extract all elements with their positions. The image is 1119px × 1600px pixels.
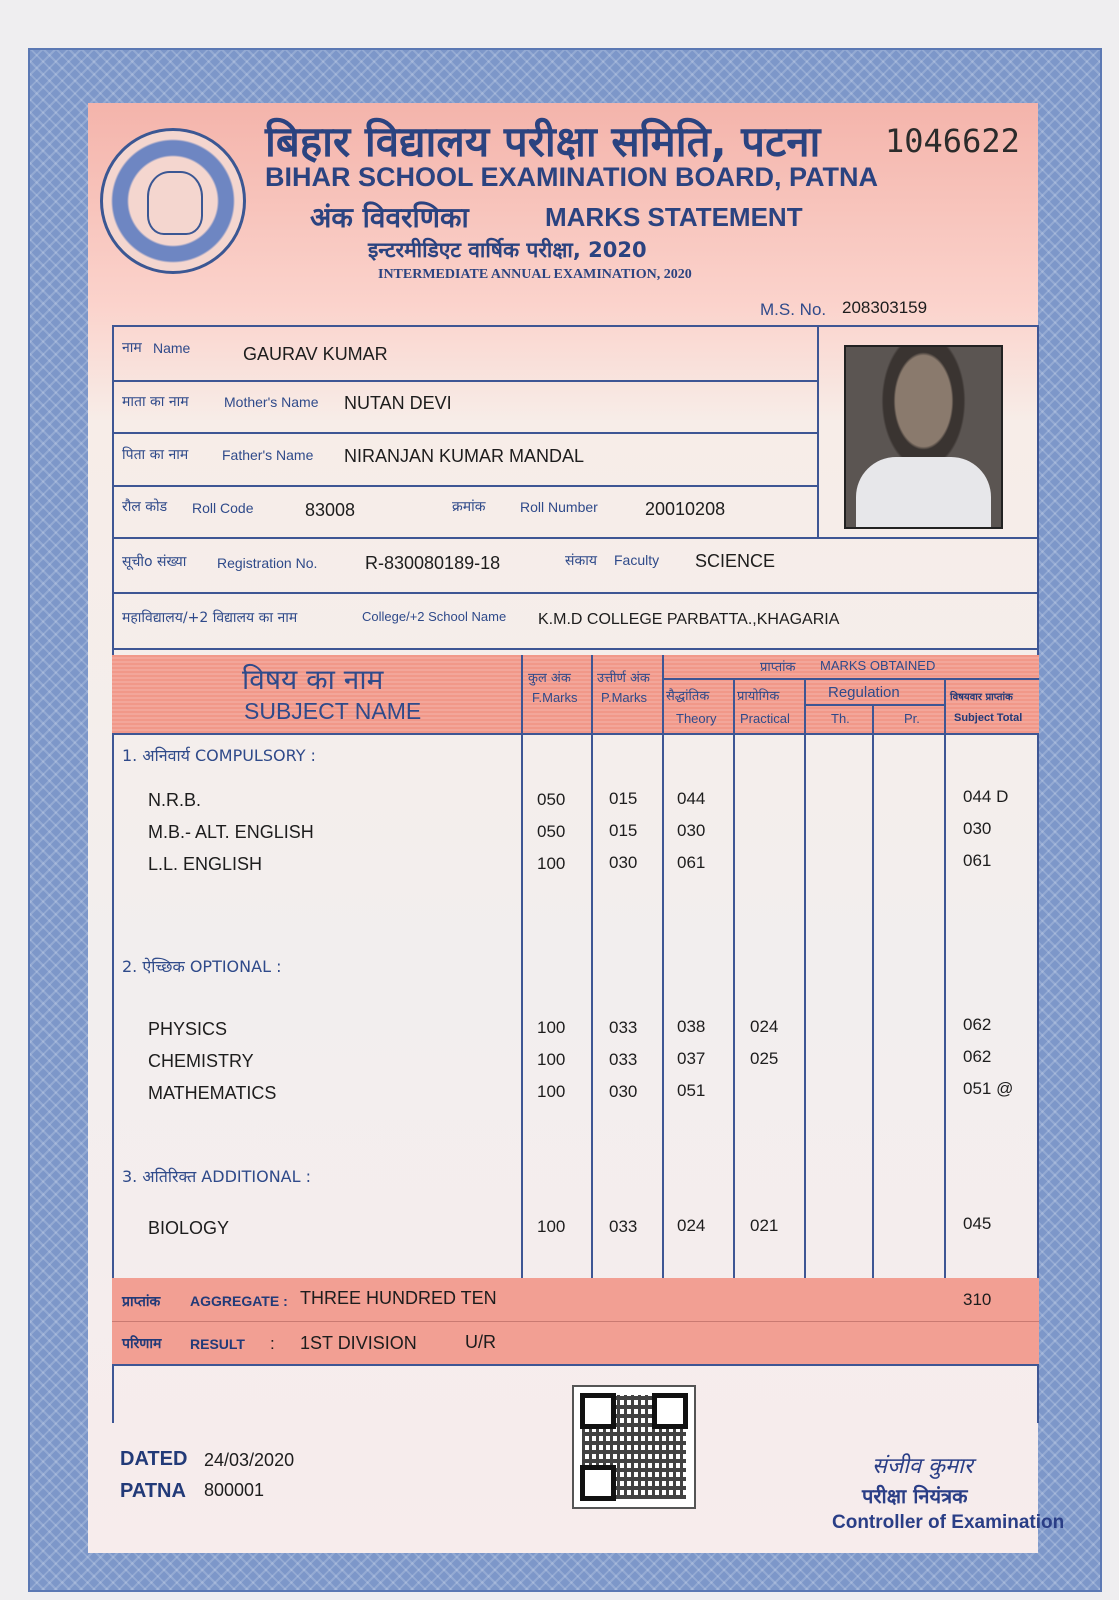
aggregate-label-hindi: प्राप्तांक (122, 1294, 161, 1310)
full-marks-header: F.Marks (532, 690, 578, 705)
subject-name: M.B.- ALT. ENGLISH (148, 822, 314, 842)
pass-marks: 033 (609, 1050, 638, 1069)
pass-marks-header: P.Marks (601, 690, 647, 705)
section-additional-label: 3. अतिरिक्त ADDITIONAL : (122, 1167, 312, 1186)
full-marks: 100 (537, 1082, 566, 1101)
roll-number-label: Roll Number (520, 499, 598, 515)
theory-marks: 030 (677, 821, 706, 840)
practical-marks: 024 (750, 1017, 779, 1036)
pass-marks-header-hindi: उत्तीर्ण अंक (597, 671, 650, 686)
subject-total: 030 (963, 819, 992, 838)
registration-value: R-830080189-18 (365, 553, 501, 573)
qr-code (572, 1385, 696, 1509)
exam-hindi: इन्टरमीडिएट वार्षिक परीक्षा, 2020 (368, 238, 647, 262)
subject-name: PHYSICS (148, 1019, 228, 1039)
practical-marks: 025 (750, 1049, 779, 1068)
theory-header: Theory (676, 711, 717, 726)
practical-header: Practical (740, 711, 790, 726)
roll-code-label: Roll Code (192, 500, 254, 516)
roll-code-label-hindi: रौल कोड (122, 499, 168, 515)
mother-label-hindi: माता का नाम (122, 394, 189, 410)
aggregate-label: AGGREGATE : (190, 1293, 288, 1309)
full-marks: 050 (537, 790, 566, 809)
result-division: 1ST DIVISION (300, 1333, 417, 1353)
marks-obtained-header-hindi: प्राप्तांक (760, 660, 796, 675)
subject-name: BIOLOGY (148, 1218, 230, 1238)
subject-total: 062 (963, 1047, 992, 1066)
place-label: PATNA (120, 1480, 186, 1502)
result-label-hindi: परिणाम (122, 1336, 162, 1352)
full-marks: 100 (537, 1050, 566, 1069)
statement-english: MARKS STATEMENT (545, 202, 803, 232)
college-value: K.M.D COLLEGE PARBATTA.,KHAGARIA (538, 611, 840, 628)
theory-marks: 044 (677, 789, 706, 808)
practical-marks: 021 (750, 1216, 779, 1235)
marks-obtained-header: MARKS OBTAINED (820, 658, 936, 673)
name-label-hindi: नाम (122, 340, 142, 356)
college-label-hindi: महाविद्यालय/+2 विद्यालय का नाम (122, 610, 298, 626)
name-label: Name (153, 340, 191, 356)
pass-marks: 033 (609, 1018, 638, 1037)
result-separator: : (270, 1334, 275, 1353)
faculty-label: Faculty (614, 552, 660, 568)
pass-marks: 033 (609, 1217, 638, 1236)
roll-number-value: 20010208 (645, 499, 726, 519)
board-seal-icon (100, 128, 246, 274)
subject-name: N.R.B. (148, 790, 202, 810)
subject-total: 045 (963, 1214, 992, 1233)
roll-code-value: 83008 (305, 500, 356, 520)
ms-no-label: M.S. No. (760, 300, 827, 319)
faculty-label-hindi: संकाय (565, 553, 597, 569)
practical-header-hindi: प्रायोगिक (737, 689, 780, 704)
result-label: RESULT (190, 1336, 245, 1352)
subject-name: L.L. ENGLISH (148, 854, 263, 874)
place-pin: 800001 (204, 1480, 265, 1500)
college-label: College/+2 School Name (362, 609, 507, 624)
full-marks: 100 (537, 1018, 566, 1037)
subject-total-header: Subject Total (954, 712, 1023, 724)
pass-marks: 015 (609, 789, 638, 808)
registration-label-hindi: सूचीo संख्या (122, 554, 187, 570)
ms-no-value: 208303159 (842, 298, 928, 317)
student-photo (844, 345, 1003, 529)
aggregate-words: THREE HUNDRED TEN (300, 1288, 497, 1308)
full-marks: 100 (537, 854, 566, 873)
controller-english: Controller of Examination (832, 1512, 1065, 1533)
board-english-title: BIHAR SCHOOL EXAMINATION BOARD, PATNA (265, 162, 878, 192)
regulation-header: Regulation (828, 684, 900, 701)
pass-marks: 030 (609, 853, 638, 872)
board-hindi-title: बिहार विद्यालय परीक्षा समिति, पटना (265, 117, 821, 166)
subject-total: 062 (963, 1015, 992, 1034)
father-label: Father's Name (222, 447, 314, 463)
full-marks: 050 (537, 822, 566, 841)
subject-header: SUBJECT NAME (244, 698, 422, 724)
subject-name: CHEMISTRY (148, 1051, 254, 1071)
father-label-hindi: पिता का नाम (122, 447, 189, 463)
dated-label: DATED (120, 1448, 188, 1470)
full-marks: 100 (537, 1217, 566, 1236)
theory-marks: 038 (677, 1017, 706, 1036)
theory-marks: 037 (677, 1049, 706, 1068)
result-note: U/R (465, 1332, 496, 1352)
theory-marks: 061 (677, 853, 706, 872)
mother-name: NUTAN DEVI (344, 393, 452, 413)
roll-number-label-hindi: क्रमांक (452, 499, 486, 515)
subject-total: 044 D (963, 787, 1009, 806)
subject-total: 061 (963, 851, 992, 870)
regulation-practical-header: Pr. (904, 711, 920, 726)
subject-name: MATHEMATICS (148, 1083, 277, 1103)
faculty-value: SCIENCE (695, 551, 776, 571)
subject-total: 051 @ (963, 1079, 1014, 1098)
issue-date: 24/03/2020 (204, 1450, 295, 1470)
pass-marks: 015 (609, 821, 638, 840)
theory-marks: 024 (677, 1216, 706, 1235)
subject-header-hindi: विषय का नाम (242, 663, 384, 696)
section-optional-label: 2. ऐच्छिक OPTIONAL : (122, 957, 282, 976)
pass-marks: 030 (609, 1082, 638, 1101)
controller-hindi: परीक्षा नियंत्रक (862, 1484, 968, 1508)
subject-total-header-hindi: विषयवार प्राप्तांक (950, 692, 1013, 703)
exam-english: INTERMEDIATE ANNUAL EXAMINATION, 2020 (378, 267, 692, 282)
regulation-theory-header: Th. (831, 711, 850, 726)
registration-label: Registration No. (217, 555, 318, 571)
mother-label: Mother's Name (224, 394, 319, 410)
statement-hindi: अंक विवरणिका (310, 201, 469, 234)
section-compulsory-label: 1. अनिवार्य COMPULSORY : (122, 746, 316, 765)
theory-marks: 051 (677, 1081, 706, 1100)
theory-header-hindi: सैद्धांतिक (666, 689, 710, 704)
father-name: NIRANJAN KUMAR MANDAL (344, 446, 585, 466)
certificate-serial: 1046622 (885, 122, 1020, 160)
aggregate-value: 310 (963, 1290, 992, 1309)
controller-signature: संजीव कुमार (872, 1454, 973, 1479)
full-marks-header-hindi: कुल अंक (528, 671, 571, 686)
student-name: GAURAV KUMAR (243, 344, 388, 364)
